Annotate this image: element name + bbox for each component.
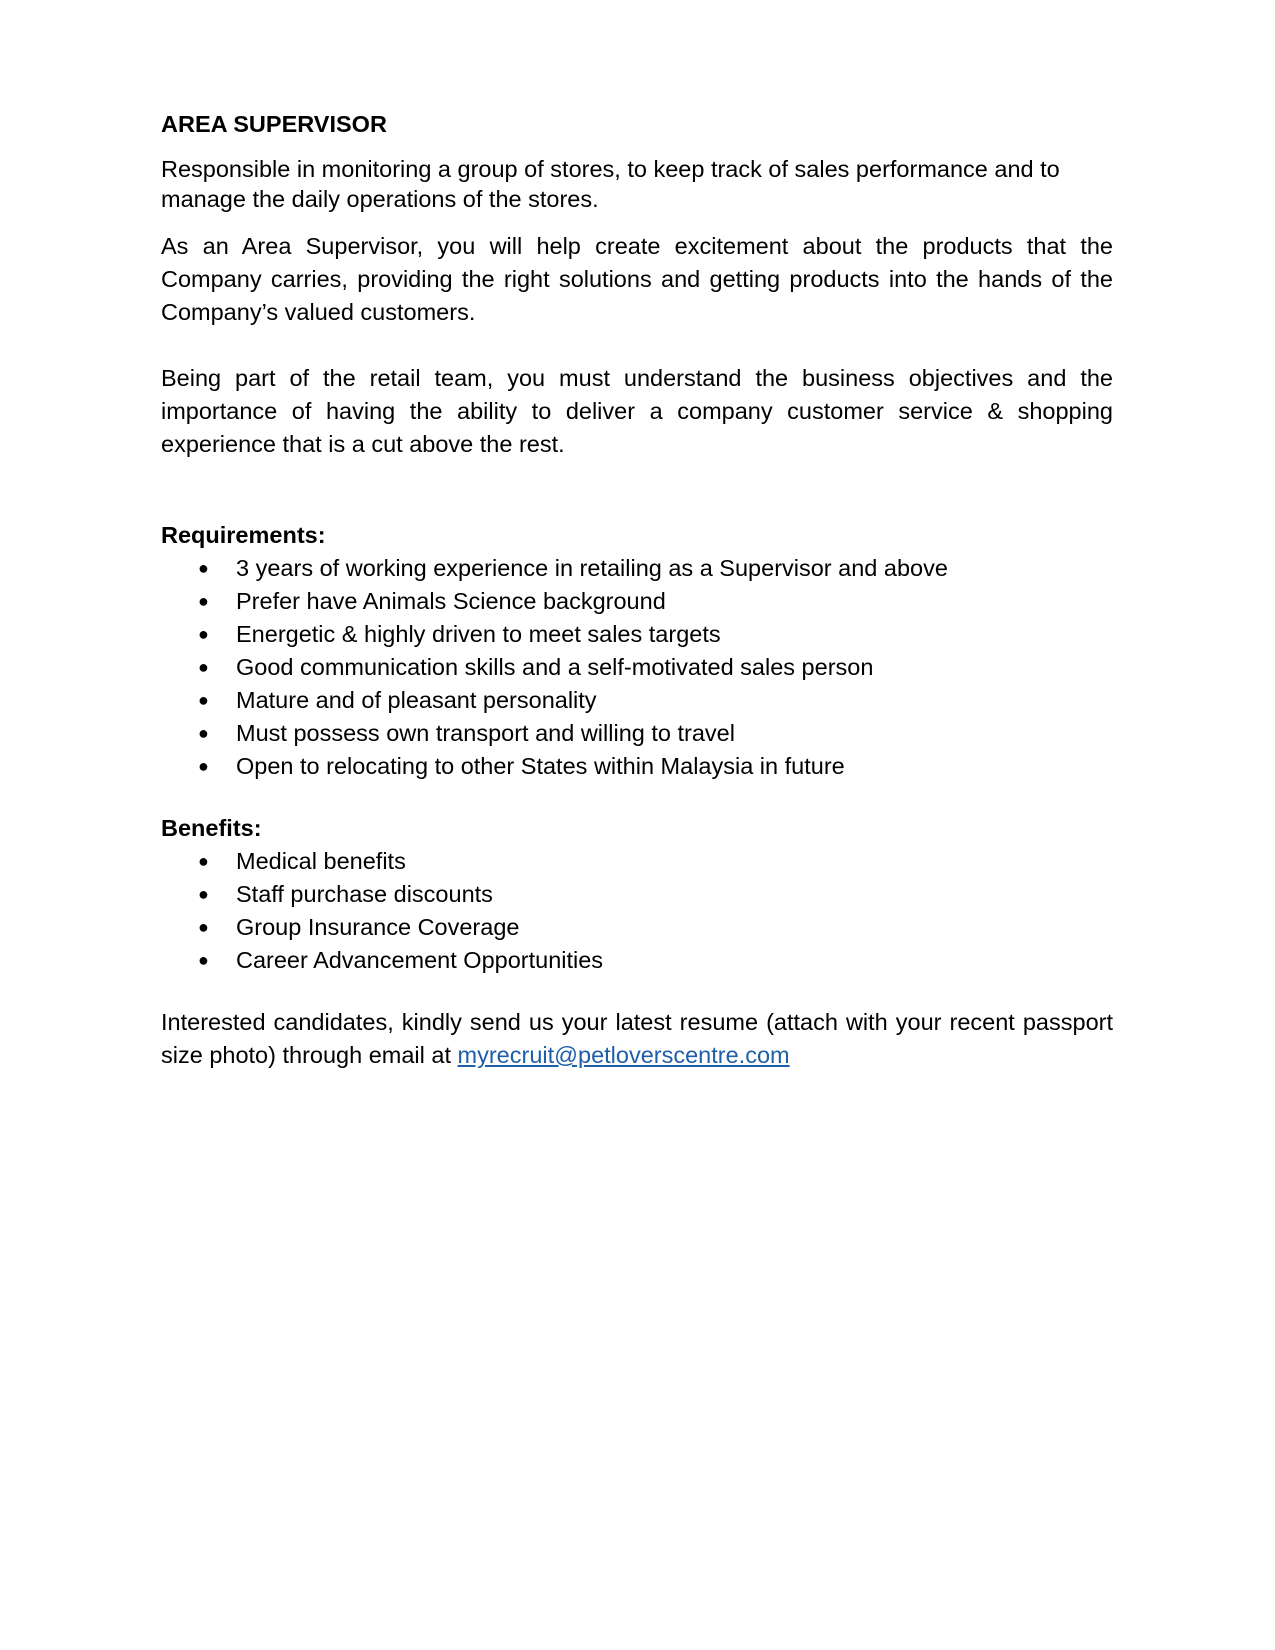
list-item	[161, 944, 1113, 977]
requirement-text: 3 years of working experience in retailing as a Supervisor and above	[236, 555, 948, 581]
intro-paragraph: Responsible in monitoring a group of stores, to keep track of sales performance and to manage the daily operations of the stores.	[161, 156, 1060, 212]
closing-text: Interested candidates, kindly send us your latest resume (attach with your recent passport size photo) through email at	[161, 1009, 1113, 1068]
benefit-text: Medical benefits	[236, 848, 406, 874]
requirement-text: Mature and of pleasant personality	[236, 687, 597, 713]
benefit-text: Group Insurance Coverage	[236, 914, 520, 940]
document-page	[161, 108, 1113, 1072]
list-item	[161, 717, 1113, 750]
requirement-text: Energetic & highly driven to meet sales targets	[236, 621, 721, 647]
bullet-icon: ●	[198, 723, 209, 743]
bullet-icon: ●	[198, 690, 209, 710]
bullet-icon: ●	[198, 950, 209, 970]
role-paragraph: As an Area Supervisor, you will help create excitement about the products that the Company carries, providing the right solutions and getting products into the hands of the Company’s valued customers.	[161, 233, 1113, 325]
benefit-text: Career Advancement Opportunities	[236, 947, 604, 973]
requirement-text: Must possess own transport and willing to travel	[236, 720, 735, 746]
requirement-text: Prefer have Animals Science background	[236, 588, 666, 614]
bullet-icon: ●	[198, 624, 209, 644]
list-item	[161, 651, 1113, 684]
requirements-heading: Requirements:	[161, 522, 326, 548]
bullet-icon: ●	[198, 591, 209, 611]
requirement-text: Open to relocating to other States within Malaysia in future	[236, 753, 845, 779]
bullet-icon: ●	[198, 851, 209, 871]
list-item	[161, 911, 1113, 944]
bullet-icon: ●	[198, 917, 209, 937]
requirements-list	[161, 552, 1113, 783]
bullet-icon: ●	[198, 756, 209, 776]
bullet-icon: ●	[198, 657, 209, 677]
bullet-icon: ●	[198, 884, 209, 904]
list-item	[161, 845, 1113, 878]
list-item	[161, 552, 1113, 585]
list-item	[161, 585, 1113, 618]
list-item	[161, 878, 1113, 911]
requirement-text: Good communication skills and a self-motivated sales person	[236, 654, 874, 680]
list-item	[161, 750, 1113, 783]
email-link[interactable]: myrecruit@petloverscentre.com	[457, 1042, 790, 1068]
list-item	[161, 618, 1113, 651]
benefits-list	[161, 845, 1113, 977]
list-item	[161, 684, 1113, 717]
closing-paragraph	[161, 1006, 1113, 1072]
job-title: AREA SUPERVISOR	[161, 111, 387, 137]
bullet-icon: ●	[198, 558, 209, 578]
benefit-text: Staff purchase discounts	[236, 881, 493, 907]
benefits-heading: Benefits:	[161, 815, 262, 841]
team-paragraph: Being part of the retail team, you must understand the business objectives and the importance of having the ability to deliver a company customer service & shopping experience that is a cut above the rest.	[161, 365, 1113, 457]
